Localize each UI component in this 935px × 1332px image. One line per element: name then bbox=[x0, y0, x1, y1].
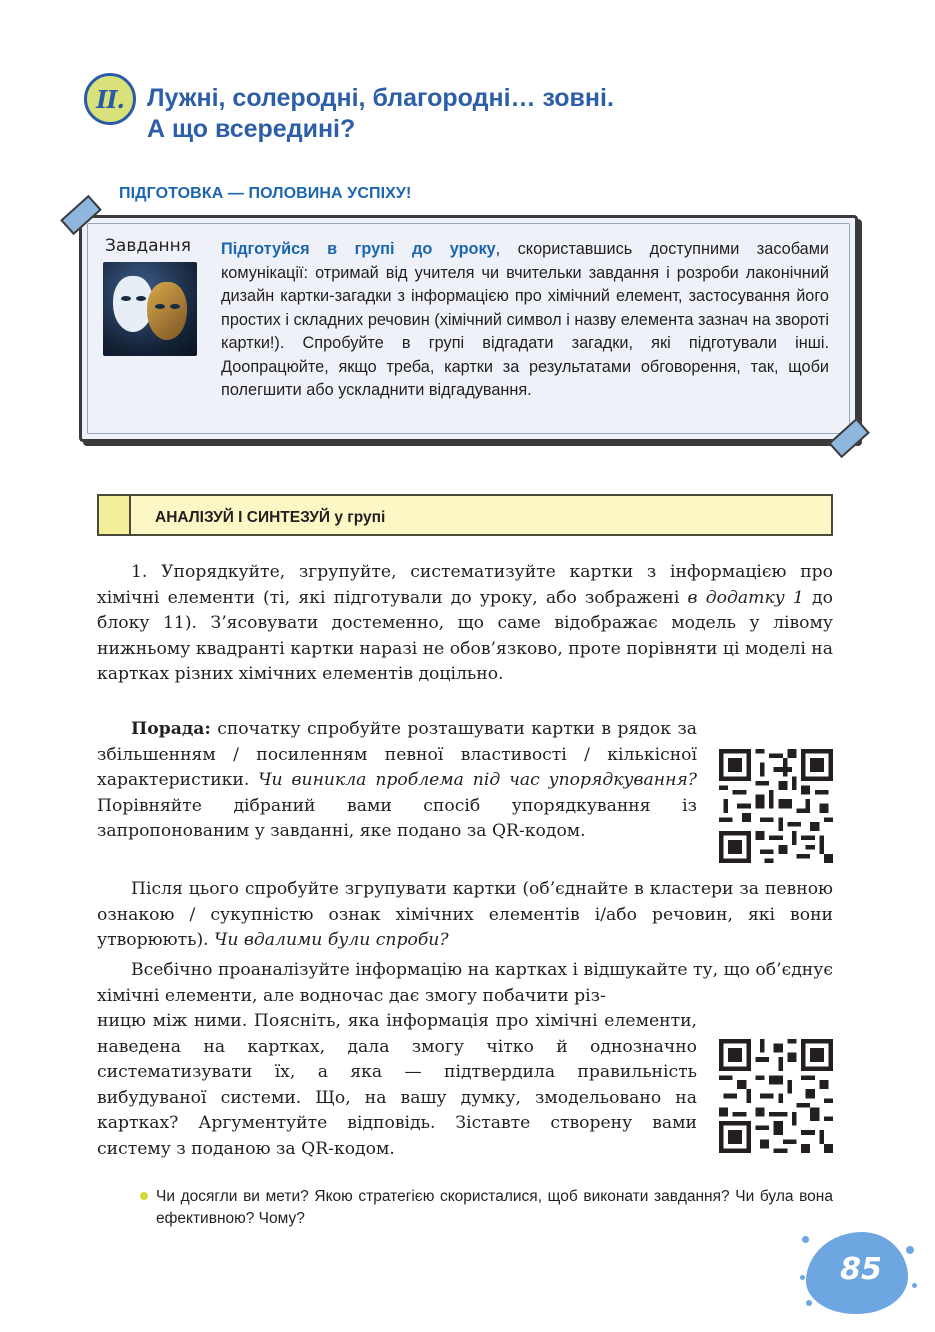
section-title-line-2: А що всередині? bbox=[147, 115, 356, 143]
page-number: 85 bbox=[840, 1252, 882, 1287]
task-body: , скориставшись доступними засобами комунікації: отримай від учителя чи вчительки завдання і розроби лаконічний дизайн картки-загадки з інформацією про хімічний елемент, застосування його простих і складних речовин (хімічний символ і назву елемента зазнач на звороті картки!). Спробуйте в групі відгадати загадки, які підготували інші. Доопрацюйте, якщо треба, картки за результатами обговорення, так, щоби полегшити або ускладнити відгадування. bbox=[221, 240, 829, 399]
decor-dot bbox=[806, 1300, 812, 1306]
qr-code-2[interactable] bbox=[719, 1039, 833, 1153]
section-badge bbox=[84, 73, 136, 125]
decor-dot bbox=[802, 1236, 809, 1243]
paragraph-advice bbox=[97, 717, 697, 845]
task-lead: Підготуйся в групі до уроку bbox=[221, 240, 496, 258]
qr-code-1-graphic bbox=[719, 749, 833, 863]
section-title-line-1: Лужні, солеродні, благородні… зовні. bbox=[147, 84, 614, 112]
paragraph-1 bbox=[97, 560, 833, 688]
task-text bbox=[221, 238, 829, 403]
section-title bbox=[147, 83, 847, 145]
gold-mask-shape bbox=[147, 282, 187, 340]
paragraph-1-italic: в додатку 1 bbox=[687, 587, 804, 608]
paragraph-grouping bbox=[97, 877, 833, 954]
qr-code-2-graphic bbox=[719, 1039, 833, 1153]
paragraph-analysis-bottom: ницю між ними. Поясніть, яка інформація про хімічні елементи, наведена на картках, дала змогу чітко й однозначно систематизувати їх, а яка — підтвердила правильність вибудуваної системи. Що, на вашу думку, змодельовано на картках? Аргументуйте відповідь. Зіставте створену вами систему з поданою за QR-кодом. bbox=[97, 1011, 697, 1159]
advice-text-b: Порівняйте дібраний вами спосіб упорядкування із запропонованим у завданні, яке подано за QR-кодом. bbox=[97, 795, 697, 841]
qr-code-1[interactable] bbox=[719, 749, 833, 863]
grouping-italic: Чи вдалими були спроби? bbox=[214, 930, 449, 950]
preparation-heading: ПІДГОТОВКА — ПОЛОВИНА УСПІХУ! bbox=[119, 185, 412, 202]
paragraph-1-text-a: 1. Упорядкуйте, згрупуйте, систематизуйте картки з інформацією про хімічні елементи (ті, які підготували до уроку, або зображені bbox=[97, 562, 833, 608]
reflection-question bbox=[139, 1186, 833, 1230]
advice-text-a: спочатку спробуйте розташувати картки в рядок за збільшенням / посиленням певної властивості / кількісної характеристики. bbox=[97, 719, 697, 790]
decor-dot bbox=[912, 1283, 917, 1288]
advice-italic: Чи виникла проблема під час упорядкування? bbox=[258, 770, 697, 790]
analysis-banner-title: АНАЛІЗУЙ І СИНТЕЗУЙ у групі bbox=[155, 509, 386, 526]
grouping-text: Після цього спробуйте згрупувати картки (об’єднайте в кластери за певною ознакою / сукупністю ознак хімічних елементів і/або речовин, які вони утворюють). bbox=[97, 879, 833, 950]
section-badge-label: II. bbox=[96, 84, 124, 114]
decor-dot bbox=[800, 1275, 805, 1280]
task-label: Завдання bbox=[105, 236, 191, 256]
advice-label: Порада: bbox=[131, 719, 211, 739]
paragraph-analysis-top: Всебічно проаналізуйте інформацію на картках і відшукайте ту, що об’єднує хімічні елементи, але водночас дає змогу побачити різ- bbox=[97, 960, 833, 1006]
paragraph-1-text-b: до блоку 11). З’ясовувати достеменно, що саме відображає модель у лівому нижньому квадранті картки наразі не обов’язково, проте порівняти ці моделі на картках різних хімічних елементів доцільно. bbox=[97, 587, 833, 684]
decor-dot bbox=[906, 1246, 914, 1254]
reflection-text: Чи досягли ви мети? Якою стратегією скористалися, щоб виконати завдання? Чи була вона ефективною? Чому? bbox=[156, 1188, 833, 1227]
theatre-masks-image bbox=[103, 262, 197, 356]
banner-strip bbox=[99, 496, 131, 534]
